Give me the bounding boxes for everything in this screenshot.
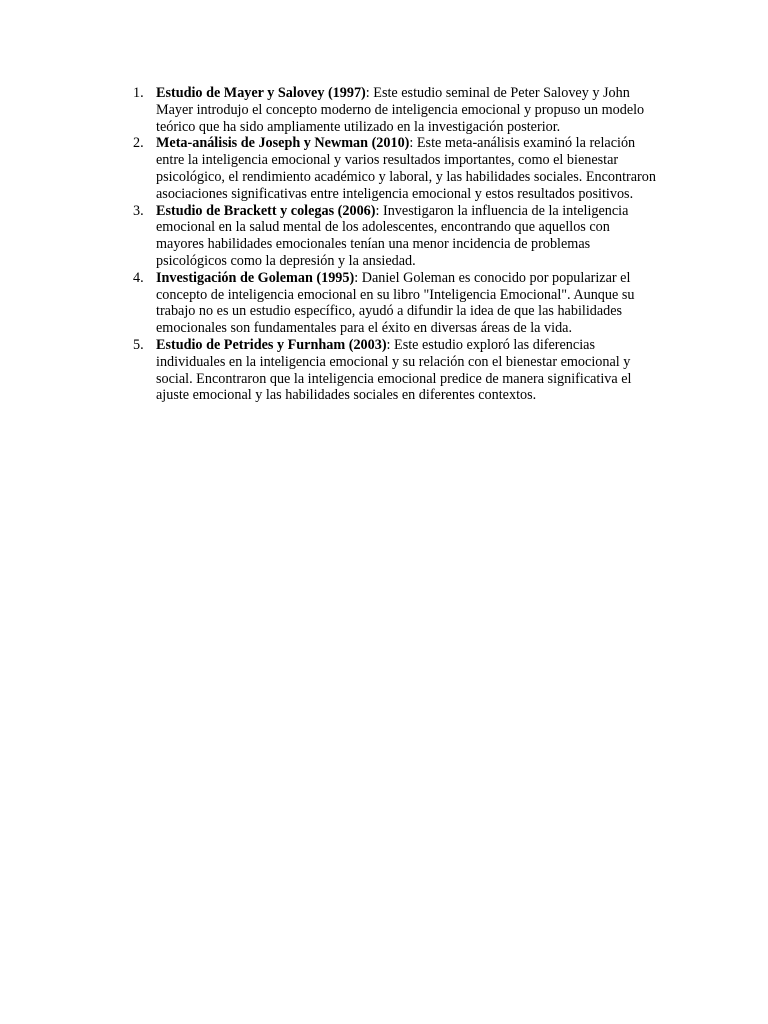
- list-item-1: [130, 85, 660, 135]
- study-description: : Este estudio exploró las diferencias individuales en la inteligencia emocional y su relación con el bienestar emocional y social. Encontraron que la inteligencia emocional predice de manera significativa el ajuste emocional y las habilidades sociales en diferentes contextos.: [156, 336, 632, 404]
- study-title: Estudio de Brackett y colegas (2006): [156, 202, 376, 219]
- list-item-5: [130, 337, 660, 404]
- study-description: : Daniel Goleman es conocido por popularizar el concepto de inteligencia emocional en su libro "Inteligencia Emocional". Aunque su trabajo no es un estudio específico, ayudó a difundir la idea de que las habilidades emocionales son fundamentales para el éxito en diversas áreas de la vida.: [156, 269, 635, 337]
- list-number: 5.: [133, 336, 144, 353]
- study-description: : Este estudio seminal de Peter Salovey y John Mayer introdujo el concepto moderno de inteligencia emocional y propuso un modelo teórico que ha sido ampliamente utilizado en la investigación posterior.: [156, 85, 645, 135]
- list-number: 4.: [133, 269, 144, 286]
- study-title: Estudio de Petrides y Furnham (2003): [156, 336, 387, 353]
- list-number: 1.: [133, 85, 144, 101]
- list-item-4: [130, 270, 660, 337]
- study-description: : Este meta-análisis examinó la relación entre la inteligencia emocional y varios resultados importantes, como el bienestar psicológico, el rendimiento académico y laboral, y las habilidades sociales. Encontraron asociaciones significativas entre inteligencia emocional y estos resultados positivos.: [156, 135, 656, 202]
- study-description: : Investigaron la influencia de la inteligencia emocional en la salud mental de los adolescentes, encontrando que aquellos con mayores habilidades emocionales tenían una menor incidencia de problemas psicológicos como la depresión y la ansiedad.: [156, 202, 629, 269]
- study-title: Meta-análisis de Joseph y Newman (2010): [156, 135, 410, 152]
- list-item-3: [130, 203, 660, 270]
- list-number: 2.: [133, 135, 144, 152]
- list-number: 3.: [133, 202, 144, 219]
- list-item-2: [130, 135, 660, 202]
- study-title: Investigación de Goleman (1995): [156, 269, 355, 286]
- study-title: Estudio de Mayer y Salovey (1997): [156, 85, 366, 101]
- study-list: [130, 85, 660, 404]
